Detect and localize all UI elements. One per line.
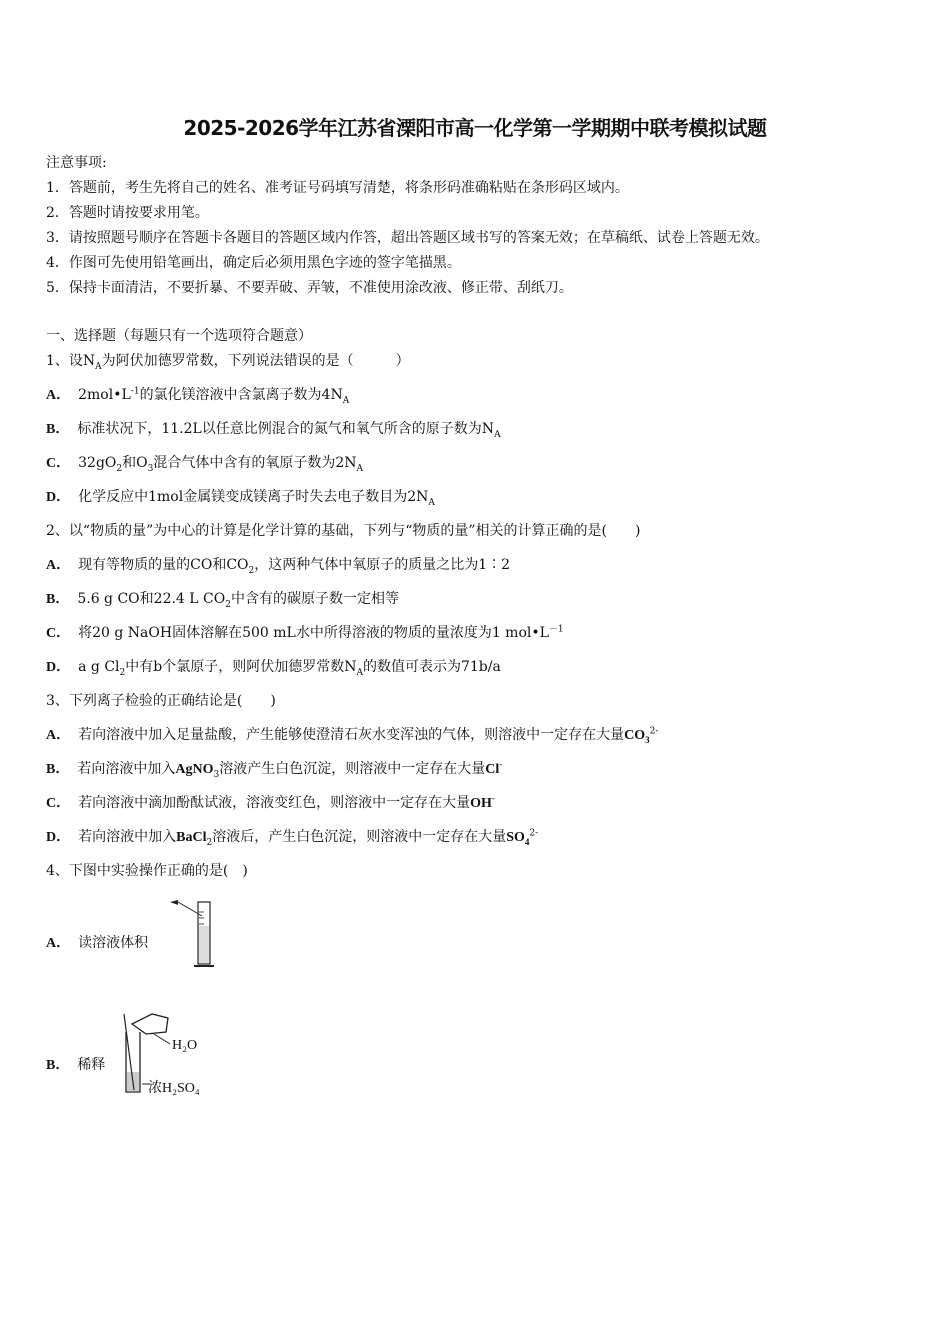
question-2-stem: 2、以“物质的量”为中心的计算是化学计算的基础，下列与“物质的量”相关的计算正确的是( ) xyxy=(46,523,641,539)
q3-option-a: A． 若向溶液中加入足量盐酸，产生能够使澄清石灰水变浑浊的气体，则溶液中一定存在大量$CO_3^{2-}$ xyxy=(46,726,659,745)
question-1-stem: 1、设$N_A$为阿伏加德罗常数，下列说法错误的是（ ） xyxy=(46,353,410,372)
water-label: H₂O xyxy=(172,1038,198,1053)
q1-option-a: A． $2mol•L^{-1}$的氯化镁溶液中含氯离子数为$4N_A$ xyxy=(46,386,350,406)
section-heading: 一、选择题（每题只有一个选项符合题意） xyxy=(46,328,312,344)
notice-item: 5．保持卡面清洁，不要折暴、不要弄破、弄皱，不准使用涂改液、修正带、刮纸刀。 xyxy=(46,280,573,296)
notice-heading: 注意事项: xyxy=(46,155,107,171)
q2-option-a: A． 现有等物质的量的CO和$CO_2$，这两种气体中氧原子的质量之比为1∶2 xyxy=(46,557,511,576)
question-4-stem: 4、下图中实验操作正确的是( ) xyxy=(46,863,248,879)
q3-option-c: C． 若向溶液中滴加酚酞试液，溶液变红色，则溶液中一定存在大量OH- xyxy=(46,794,495,811)
q3-option-b: B． 若向溶液中加入AgNO$_3$溶液产生白色沉淀，则溶液中一定存在大量Cl- xyxy=(46,760,503,780)
q3-option-d: D． 若向溶液中加入BaCl$_2$溶液后，产生白色沉淀，则溶液中一定存在大量$SO_4^{2-}$ xyxy=(46,828,539,848)
q2-option-c: C． 将20 g NaOH固体溶解在500 mL水中所得溶液的物质的量浓度为1 $mol•L^{-1}$ xyxy=(46,624,564,641)
q4-option-a: A． 读溶液体积 xyxy=(46,935,149,951)
q1-option-c: C． $32gO_2$和$O_3$混合气体中含有的氧原子数为$2N_A$ xyxy=(46,455,364,474)
graduated-cylinder-figure xyxy=(166,896,226,974)
q2-option-d: D． a g $Cl_2$中有b个氯原子，则阿伏加德罗常数$N_A$的数值可表示为71b/a xyxy=(46,659,501,678)
q4-option-b: B． 稀释 xyxy=(46,1057,106,1073)
q1-option-d: D． 化学反应中1mol金属镁变成镁离子时失去电子数目为$2N_A$ xyxy=(46,489,435,508)
page-title: 2025-2026学年江苏省溧阳市高一化学第一学期期中联考模拟试题 xyxy=(183,116,767,140)
q2-option-b: B． 5.6 g CO和22.4 L $CO_2$中含有的碳原子数一定相等 xyxy=(46,591,399,610)
notice-item: 3．请按照题号顺序在答题卡各题目的答题区域内作答，超出答题区域书写的答案无效；在草稿纸、试卷上答题无效。 xyxy=(46,230,769,246)
question-3-stem: 3、下列离子检验的正确结论是( ) xyxy=(46,693,276,709)
notice-item: 2．答题时请按要求用笔。 xyxy=(46,205,209,221)
notice-item: 1．答题前，考生先将自己的姓名、准考证号码填写清楚，将条形码准确粘贴在条形码区域内。 xyxy=(46,180,629,196)
notice-item: 4．作图可先使用铅笔画出，确定后必须用黑色字迹的签字笔描黑。 xyxy=(46,255,461,271)
q1-option-b: B． 标准状况下，11.2L以任意比例混合的氮气和氧气所含的原子数为$N_A$ xyxy=(46,421,501,440)
sulfuric-acid-label: 浓H₂SO₄ xyxy=(148,1081,200,1096)
